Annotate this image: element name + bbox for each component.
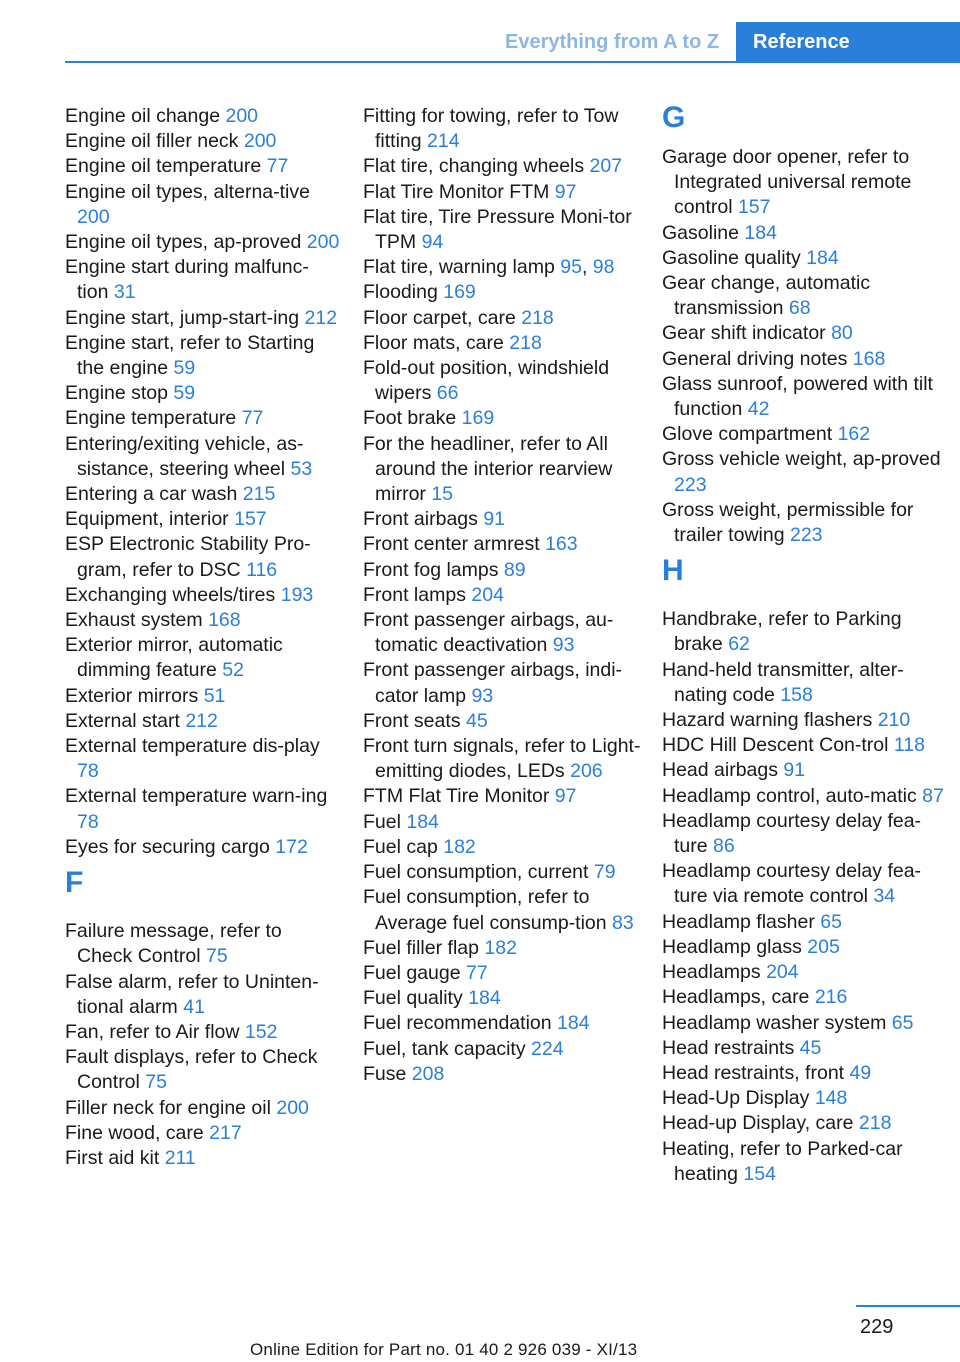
page-link[interactable]: 154	[743, 1162, 776, 1185]
page-link[interactable]: 184	[557, 1012, 590, 1035]
entry-term: Headlamp washer system	[662, 1011, 887, 1034]
page-link[interactable]: 68	[788, 297, 811, 320]
index-entry	[662, 321, 952, 346]
entry-term: Gross weight, permissible for trailer towing	[662, 498, 914, 547]
page-link[interactable]: 211	[164, 1146, 196, 1169]
entry-term: Eyes for securing cargo	[65, 835, 270, 858]
entry-term: Fuel gauge	[363, 961, 461, 984]
page-link[interactable]: 45	[799, 1036, 822, 1059]
page-link[interactable]: 168	[852, 347, 886, 370]
page-link[interactable]: 116	[246, 558, 278, 581]
index-entry	[65, 331, 340, 381]
entry-term: Headlamp control, auto-matic	[662, 784, 917, 807]
page-link[interactable]: 75	[205, 945, 228, 968]
page-link[interactable]: 49	[849, 1061, 872, 1084]
index-entry	[363, 936, 643, 961]
index-entry	[662, 935, 952, 960]
page-link[interactable]: 59	[173, 382, 196, 405]
page-link[interactable]: 169	[461, 407, 495, 430]
entry-term: Head restraints, front	[662, 1061, 845, 1084]
page-link[interactable]: 83	[612, 911, 634, 934]
entry-term: Fuel quality	[363, 987, 463, 1010]
index-entry	[363, 583, 643, 608]
page-link[interactable]: 200	[306, 231, 340, 254]
index-entry: Flat tire, warning lamp 95, 98	[363, 256, 615, 279]
page-link[interactable]: 162	[837, 423, 871, 446]
index-entry	[65, 255, 340, 305]
page-link[interactable]: 95	[560, 256, 582, 279]
entry-term: Fine wood, care	[65, 1121, 204, 1144]
page-link[interactable]: 77	[241, 407, 264, 430]
index-entry	[65, 532, 340, 582]
index-entry	[65, 608, 340, 633]
page-link[interactable]: 163	[545, 533, 578, 556]
page-link[interactable]: 97	[554, 180, 577, 203]
index-entry	[662, 910, 952, 935]
entry-term: Fuel filler flap	[363, 936, 479, 959]
page-link[interactable]: 210	[877, 709, 911, 732]
page-link[interactable]: 62	[728, 633, 750, 656]
entry-term: Front turn signals, refer to Light-emitting diodes, LEDs	[363, 735, 641, 783]
page-link[interactable]: 157	[737, 196, 771, 219]
entry-term: Floor carpet, care	[363, 306, 516, 329]
entry-term: Headlamp courtesy delay fea-ture	[662, 809, 922, 858]
page-link[interactable]: 52	[222, 659, 244, 682]
entry-term: Engine oil types, alterna-tive	[65, 180, 310, 203]
entry-term: ESP Electronic Stability Pro-gram, refer to DSC	[65, 533, 311, 581]
entry-term: Engine oil filler neck	[65, 130, 239, 153]
index-entry	[363, 986, 643, 1011]
index-entry	[65, 684, 340, 709]
page-link[interactable]: 91	[783, 759, 806, 782]
index-entry	[662, 372, 952, 422]
entry-term: Headlamps, care	[662, 986, 810, 1009]
index-entry	[662, 1137, 952, 1187]
entry-term: Flooding	[363, 281, 438, 304]
entry-term: Gear shift indicator	[662, 322, 826, 345]
entry-term: External temperature dis-play	[65, 735, 320, 758]
entry-term: First aid kit	[65, 1146, 160, 1169]
page-link[interactable]: 184	[406, 810, 439, 833]
page-link[interactable]: 200	[77, 205, 110, 228]
entry-term: Entering a car wash	[65, 483, 238, 506]
entry-term: Fitting for towing, refer to Tow fitting	[363, 105, 619, 153]
index-entry	[662, 733, 952, 758]
page-link[interactable]: 77	[266, 155, 289, 178]
index-entry	[363, 835, 643, 860]
entry-term: Garage door opener, refer to Integrated universal remote control	[662, 146, 912, 219]
entry-term: Front fog lamps	[363, 558, 499, 581]
page-link[interactable]: 212	[185, 709, 218, 732]
page-link[interactable]: 193	[280, 583, 314, 606]
page-link[interactable]: 182	[484, 936, 517, 959]
index-column-1	[65, 104, 340, 1171]
page-link[interactable]: 78	[77, 760, 99, 783]
page-link[interactable]: 97	[554, 785, 577, 808]
page-link[interactable]: 89	[503, 558, 526, 581]
page-link[interactable]: 152	[244, 1020, 278, 1043]
entry-term: Front airbags	[363, 508, 478, 531]
entry-term: Heating, refer to Parked-car heating	[662, 1137, 903, 1185]
page-link[interactable]: 218	[509, 331, 542, 354]
entry-term: Headlamp courtesy delay fea-ture via remote control	[662, 860, 922, 908]
entry-term: Engine oil change	[65, 105, 221, 127]
index-entry	[65, 406, 340, 431]
page-link[interactable]: 223	[789, 524, 823, 547]
index-entry	[363, 1062, 643, 1087]
page-link[interactable]: 51	[203, 684, 226, 707]
entry-term: Front passenger airbags, au-tomatic deactivation	[363, 609, 614, 657]
entry-term: Front center armrest	[363, 533, 540, 556]
page-link[interactable]: 184	[806, 246, 839, 269]
page-link[interactable]: 208	[411, 1062, 445, 1085]
page-link[interactable]: 87	[922, 784, 944, 807]
entry-term: Engine oil types, ap-proved	[65, 231, 302, 254]
entry-term: Engine start during malfunc-tion	[65, 256, 309, 304]
index-column-3	[662, 101, 952, 1187]
entry-term: Flat tire, warning lamp	[363, 256, 555, 279]
entry-term: Foot brake	[363, 407, 457, 430]
page-link[interactable]: 78	[77, 810, 99, 833]
index-entry	[363, 205, 643, 255]
footer-rule	[856, 1305, 960, 1307]
index-entry	[662, 859, 952, 909]
index-entry	[662, 985, 952, 1010]
entry-term: Head-up Display, care	[662, 1112, 854, 1135]
page-link[interactable]: 65	[891, 1011, 914, 1034]
page-link[interactable]: 15	[431, 483, 454, 506]
entry-term: Filler neck for engine oil	[65, 1096, 271, 1119]
page-link[interactable]: 79	[593, 861, 616, 884]
page-link[interactable]: 200	[225, 105, 259, 127]
page-link[interactable]: 42	[747, 398, 770, 421]
index-entry	[363, 810, 643, 835]
entry-term: Front lamps	[363, 583, 466, 606]
index-entry	[65, 432, 340, 482]
page-link[interactable]: 86	[713, 835, 735, 858]
index-column-2	[363, 104, 643, 1087]
entry-term: Flat tire, Tire Pressure Moni-tor TPM	[363, 205, 632, 254]
entry-term: Fuel consumption, refer to Average fuel consump-tion	[363, 886, 607, 934]
index-entry	[65, 835, 340, 860]
entry-term: Flat tire, changing wheels	[363, 155, 585, 178]
entry-term: Engine oil temperature	[65, 155, 262, 178]
index-entry	[363, 406, 643, 431]
entry-term: Fuel cap	[363, 835, 438, 858]
section-letter: H	[662, 554, 684, 588]
page-link[interactable]: 172	[275, 835, 308, 858]
entry-term: Headlamps	[662, 961, 761, 984]
page-link[interactable]: 182	[443, 835, 476, 858]
index-entry	[662, 1036, 952, 1061]
page-link[interactable]: 205	[807, 935, 840, 958]
page-link[interactable]: 218	[858, 1112, 892, 1135]
page-link[interactable]: 217	[209, 1121, 242, 1144]
index-entry	[662, 498, 952, 548]
index-entry	[662, 271, 952, 321]
page-link[interactable]: 184	[468, 987, 501, 1010]
entry-term: Fuel	[363, 810, 401, 833]
page-link[interactable]: 206	[570, 760, 603, 783]
entry-term: Glass sunroof, powered with tilt function	[662, 372, 933, 421]
index-entry	[65, 381, 340, 406]
entry-term: Exterior mirror, automatic dimming feature	[65, 634, 283, 682]
page-link[interactable]: 118	[893, 734, 925, 757]
entry-term: Headlamp flasher	[662, 910, 815, 933]
index-entry	[363, 356, 643, 406]
index-entry	[363, 608, 643, 658]
index-entry	[65, 633, 340, 683]
index-entry	[662, 658, 952, 708]
page-link[interactable]: 93	[552, 634, 575, 657]
index-entry	[662, 960, 952, 985]
entry-term: Engine temperature	[65, 407, 237, 430]
index-entry	[363, 306, 643, 331]
index-entry	[363, 658, 643, 708]
entry-term: FTM Flat Tire Monitor	[363, 785, 550, 808]
entry-term: External temperature warn-ing	[65, 785, 328, 808]
index-entry	[65, 154, 340, 179]
index-entry	[65, 482, 340, 507]
entry-term: Hazard warning flashers	[662, 709, 873, 732]
entry-term: Gasoline quality	[662, 246, 801, 269]
index-entry	[65, 1121, 340, 1146]
page-link[interactable]: 157	[234, 508, 267, 531]
entry-term: General driving notes	[662, 347, 848, 370]
index-entry	[662, 758, 952, 783]
entry-term: Headlamp glass	[662, 935, 802, 958]
index-entry	[65, 734, 340, 784]
entry-term: Handbrake, refer to Parking brake	[662, 608, 902, 656]
entry-term: Exhaust system	[65, 609, 203, 632]
entry-term: External start	[65, 709, 180, 732]
entry-term: Floor mats, care	[363, 331, 504, 354]
page-link[interactable]: 148	[814, 1087, 848, 1110]
index-entry	[662, 1111, 952, 1136]
chapter-tab-label: Reference	[753, 31, 850, 53]
page-link[interactable]: 53	[290, 457, 313, 480]
edition-note: Online Edition for Part no. 01 40 2 926 039 - XI/13	[250, 1340, 638, 1359]
index-entry	[363, 507, 643, 532]
index-entry	[65, 180, 340, 230]
entry-term: Fuse	[363, 1062, 407, 1085]
index-entry	[65, 784, 340, 834]
page-link[interactable]: 41	[183, 995, 205, 1018]
index-entry	[363, 961, 643, 986]
entry-term: Fuel, tank capacity	[363, 1037, 526, 1060]
page-link[interactable]: 59	[173, 357, 196, 380]
index-entry	[662, 145, 952, 221]
index-entry	[65, 230, 340, 255]
page-link[interactable]: 204	[766, 961, 799, 984]
index-entry	[363, 432, 643, 508]
page-link[interactable]: 168	[208, 609, 241, 632]
index-entry	[65, 507, 340, 532]
index-entry	[65, 104, 340, 129]
page-link[interactable]: 184	[744, 221, 777, 244]
entry-term: Equipment, interior	[65, 508, 229, 531]
page-link[interactable]: 200	[276, 1096, 309, 1119]
index-entry	[662, 1061, 952, 1086]
entry-term: Fan, refer to Air flow	[65, 1020, 240, 1043]
index-entry	[363, 860, 643, 885]
entry-term: Fuel consumption, current	[363, 861, 589, 884]
entry-term: Flat Tire Monitor FTM	[363, 180, 550, 203]
page-link[interactable]: 45	[465, 709, 488, 732]
index-entry	[65, 583, 340, 608]
index-entry	[662, 246, 952, 271]
index-entry	[363, 180, 643, 205]
index-entry	[363, 734, 643, 784]
index-entry	[662, 347, 952, 372]
index-entry	[363, 885, 643, 935]
index-entry	[65, 1096, 340, 1121]
index-entry	[363, 1037, 643, 1062]
section-letter: G	[662, 101, 686, 134]
page-link[interactable]: 80	[831, 322, 853, 345]
entry-term: Exchanging wheels/tires	[65, 583, 276, 606]
section-letter: F	[65, 866, 84, 900]
page-link[interactable]: 207	[589, 155, 623, 178]
entry-term: Gasoline	[662, 221, 739, 244]
index-entry	[662, 1011, 952, 1036]
entry-term: Fuel recommendation	[363, 1012, 552, 1035]
entry-term: Failure message, refer to Check Control	[65, 920, 282, 968]
page-link[interactable]: 218	[521, 306, 554, 329]
index-entry	[662, 447, 952, 497]
entry-term: Fold-out position, windshield wipers	[363, 357, 610, 405]
index-entry	[363, 1011, 643, 1036]
index-entry	[363, 784, 643, 809]
entry-term: HDC Hill Descent Con-trol	[662, 734, 889, 757]
entry-term: Engine start, jump-start-ing	[65, 306, 300, 329]
index-entry	[65, 970, 340, 1020]
page-link[interactable]: 215	[242, 483, 276, 506]
page-link[interactable]: 204	[471, 583, 504, 606]
index-entry	[65, 306, 340, 331]
page-link[interactable]: 77	[466, 961, 488, 984]
entry-term: Engine stop	[65, 382, 168, 405]
index-entry	[363, 280, 643, 305]
index-entry	[662, 708, 952, 733]
index-entry	[363, 331, 643, 356]
page-link[interactable]: 200	[243, 130, 277, 153]
index-entry	[363, 558, 643, 583]
entry-term: Hand-held transmitter, alter-nating code	[662, 658, 904, 706]
entry-term: False alarm, refer to Uninten-tional alarm	[65, 970, 319, 1018]
page-link[interactable]: 214	[427, 130, 460, 153]
index-entry	[65, 1020, 340, 1045]
page-link[interactable]: 98	[592, 256, 615, 279]
index-entry	[363, 154, 643, 179]
index-entry	[662, 422, 952, 447]
page-link[interactable]: 224	[531, 1037, 564, 1060]
entry-term: Front passenger airbags, indi-cator lamp	[363, 659, 623, 707]
page-link[interactable]: 93	[471, 684, 494, 707]
page-number: 229	[860, 1316, 894, 1338]
page-link[interactable]: 223	[674, 473, 707, 496]
page-link[interactable]: 75	[145, 1071, 167, 1094]
page-link[interactable]: 91	[483, 508, 506, 531]
entry-term: Engine start, refer to Starting the engine	[65, 331, 315, 380]
entry-term: Gross vehicle weight, ap-proved	[662, 448, 941, 471]
page-link[interactable]: 169	[443, 281, 476, 304]
entry-term: Head airbags	[662, 759, 778, 782]
index-entry	[65, 709, 340, 734]
entry-term: Fault displays, refer to Check Control	[65, 1046, 318, 1094]
page-link[interactable]: 66	[436, 382, 459, 405]
index-entry	[65, 129, 340, 154]
index-entry	[65, 919, 340, 969]
page-link[interactable]: 31	[113, 281, 136, 304]
index-entry	[662, 1086, 952, 1111]
entry-term: Front seats	[363, 709, 461, 732]
entry-term: For the headliner, refer to All around the interior rearview mirror	[363, 432, 613, 506]
entry-term: Gear change, automatic transmission	[662, 272, 871, 320]
entry-term: Entering/exiting vehicle, as-sistance, steering wheel	[65, 432, 304, 480]
index-entry	[65, 1146, 340, 1171]
page-link[interactable]: 158	[780, 683, 813, 706]
index-entry	[662, 221, 952, 246]
entry-term: Glove compartment	[662, 423, 833, 446]
entry-term: Head-Up Display	[662, 1087, 810, 1110]
index-entry	[662, 607, 952, 657]
page-link[interactable]: 65	[820, 910, 842, 933]
index-entry	[363, 532, 643, 557]
index-entry	[65, 1045, 340, 1095]
index-entry	[662, 809, 952, 859]
chapter-tab[interactable]	[736, 22, 960, 62]
page-link[interactable]: 34	[873, 885, 896, 908]
index-entry	[363, 104, 643, 154]
page-link[interactable]: 212	[304, 306, 338, 329]
entry-term: Exterior mirrors	[65, 684, 199, 707]
section-title: Everything from A to Z	[505, 31, 720, 53]
entry-term: Head restraints	[662, 1036, 795, 1059]
page-link[interactable]: 94	[421, 231, 444, 254]
index-entry	[363, 709, 643, 734]
page-link[interactable]: 216	[814, 986, 848, 1009]
index-entry	[662, 784, 952, 809]
